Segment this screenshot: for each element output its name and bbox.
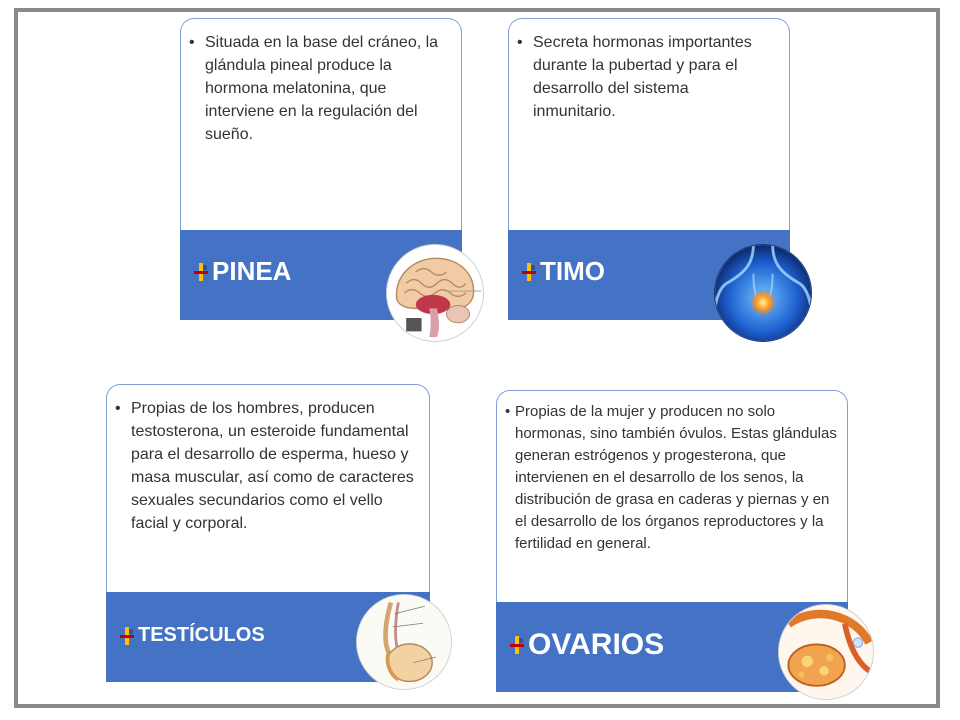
card-ovarios-title: OVARIOS	[528, 628, 665, 661]
card-pinea-title-row	[194, 256, 291, 287]
card-pinea-textbox	[180, 18, 462, 230]
card-timo-textbox	[508, 18, 790, 230]
plus-icon	[510, 636, 524, 654]
card-ovarios-title-row	[510, 628, 664, 662]
card-testiculos-textbox	[106, 384, 430, 592]
thymus-icon	[714, 244, 812, 342]
plus-icon	[120, 627, 134, 645]
card-testiculos-title-row	[120, 624, 265, 647]
card-ovarios-textbox	[496, 390, 848, 602]
brain-icon	[386, 244, 484, 342]
ovary-icon	[778, 604, 874, 700]
card-pinea-title: PINEA	[212, 256, 292, 286]
testis-icon	[356, 594, 452, 690]
plus-icon	[522, 263, 536, 281]
card-timo-title: TIMO	[540, 256, 605, 286]
card-testiculos-title: TESTÍCULOS	[138, 624, 265, 646]
card-ovarios-text: • Propias de la mujer y producen no solo hormonas, sino también óvulos. Estas glándulas generan estrógenos y progesterona, que intervienen en el desarrollo de los senos, la distribución de grasa en caderas y piernas y en el desarrollo de los órganos reproductores y la fertilidad en general.	[497, 401, 841, 555]
plus-icon	[194, 263, 208, 281]
card-pinea-text: • Situada en la base del cráneo, la glándula pineal produce la hormona melatonina, que interviene en la regulación del sueño.	[181, 31, 445, 146]
card-testiculos-text: • Propias de los hombres, producen testosterona, un esteroide fundamental para el desarrollo de esperma, hueso y masa muscular, así como de caracteres sexuales secundarios como el vello facial y corporal.	[107, 397, 419, 535]
card-timo-title-row	[522, 256, 605, 287]
card-timo-text: • Secreta hormonas importantes durante la pubertad y para el desarrollo del sistema inmunitario.	[509, 31, 773, 123]
